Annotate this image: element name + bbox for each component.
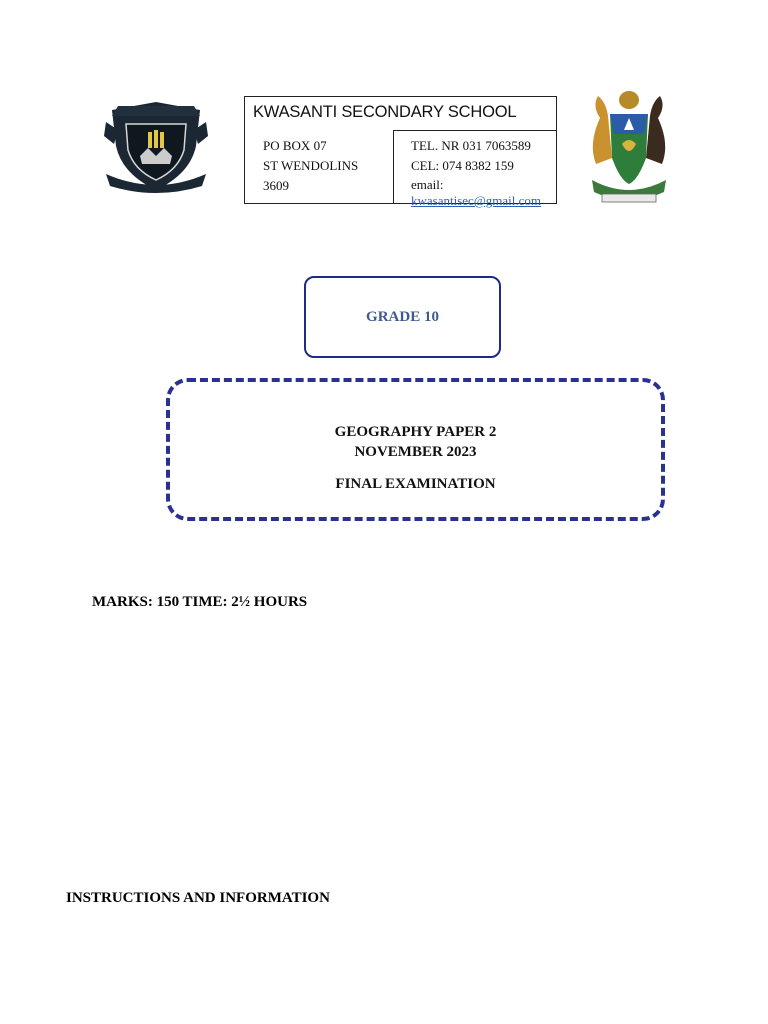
cellphone: CEL: 074 8382 159: [411, 158, 514, 173]
school-header-box: [244, 96, 557, 208]
address-line-2: ST WENDOLINS: [263, 158, 359, 173]
telephone: TEL. NR 031 7063589: [411, 138, 531, 153]
coat-of-arms-icon: [578, 88, 680, 212]
instructions-heading: INSTRUCTIONS AND INFORMATION: [66, 890, 330, 906]
grade-label: GRADE 10: [366, 308, 439, 325]
address-line-1: PO BOX 07: [263, 138, 327, 153]
header-column-divider: [393, 130, 394, 203]
email-label: email:: [411, 177, 444, 192]
school-crest-icon: [104, 100, 208, 196]
email-link[interactable]: kwasantisec@gmail.com: [411, 193, 542, 208]
school-name: KWASANTI SECONDARY SCHOOL: [253, 103, 517, 121]
email-line: [411, 177, 556, 209]
exam-info-box: [166, 378, 665, 521]
exam-type: FINAL EXAMINATION: [335, 476, 496, 492]
exam-subject: GEOGRAPHY PAPER 2: [334, 424, 497, 440]
exam-date: NOVEMBER 2023: [354, 444, 477, 460]
marks-time: MARKS: 150 TIME: 2½ HOURS: [92, 594, 308, 610]
header-divider: [393, 130, 556, 131]
grade-box: [304, 276, 501, 358]
address-line-3: 3609: [263, 178, 289, 193]
